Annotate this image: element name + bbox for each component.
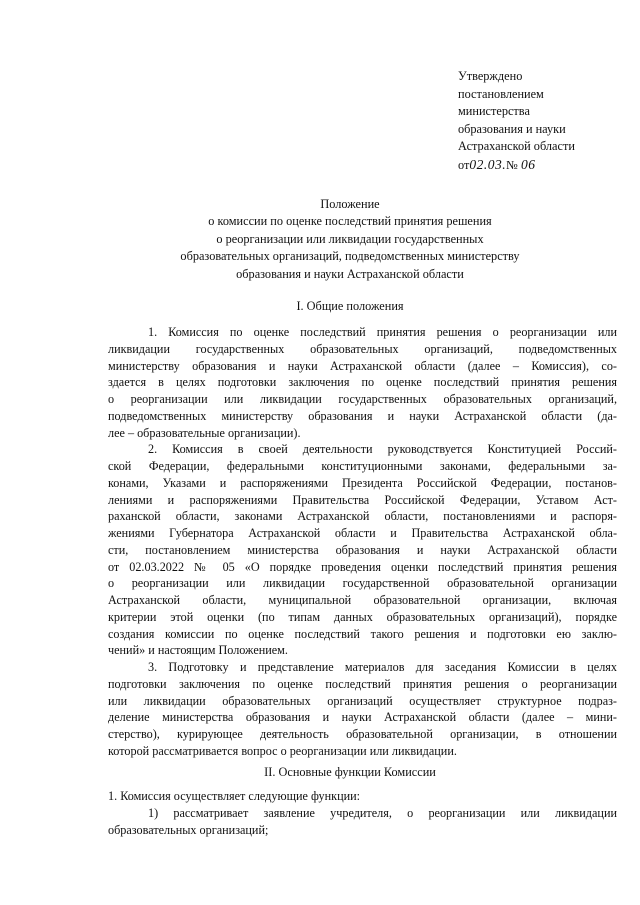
text-line: 1) рассматривает заявление учредителя, о реорганизации или ликвидации: [148, 805, 617, 820]
number-sign: №: [506, 157, 518, 172]
handwritten-date: 02.03.: [469, 156, 507, 172]
text-line: жениями Губернатора Астраханской области и Правительства Астраханской обла-: [108, 526, 617, 540]
title-line-5: образования и науки Астраханской области: [236, 266, 464, 281]
handwritten-number: 06: [520, 156, 536, 172]
text-line: Астраханской области, муниципальной образовательной организации, включая: [108, 593, 617, 607]
approval-line-2: постановлением: [458, 86, 544, 101]
text-line: подведомственных министерству образования и науки Астраханской области (да-: [108, 408, 617, 423]
text-line: о реорганизации или ликвидации государственных образовательных организаций,: [108, 392, 617, 406]
document-title: [112, 196, 588, 283]
text-line: образовательных организаций;: [108, 822, 269, 837]
text-line: которой рассматривается вопрос о реорганизации или ликвидации.: [108, 743, 457, 758]
section-2-heading: II. Основные функции Комиссии: [264, 765, 436, 779]
title-line-1: Положение: [320, 197, 380, 211]
text-line: лениями и распоряжениями Правительства Российской Федерации, Уставом Аст-: [108, 492, 617, 507]
text-line: 1. Комиссия осуществляет следующие функции:: [108, 789, 361, 803]
approval-line-5: Астраханской области: [458, 139, 575, 154]
text-line: критерии этой оценки (по типам данных образовательных организаций), порядке: [108, 609, 617, 624]
text-line: ликвидации государственных образовательных организаций, подведомственных: [108, 341, 617, 356]
text-line: деление министерства образования и науки Астраханской области (далее – мини-: [108, 710, 617, 725]
text-line: или ликвидации образовательных организаций осуществляет структурное подраз-: [108, 693, 617, 708]
text-line: стерство), курирующее деятельность образовательной организации, в отношении: [108, 727, 617, 741]
text-line: от 02.03.2022 № 05 «О порядке проведения оценки последствий принятия решения: [108, 559, 617, 574]
text-line: сти, постановлением министерства образования и науки Астраханской области: [108, 542, 617, 557]
text-line: о реорганизации или ликвидации государственной образовательной организации: [108, 576, 617, 591]
text-line: 1. Комиссия по оценке последствий принятия решения о реорганизации или: [148, 325, 617, 339]
text-line: создания комиссии по оценке последствий такого решения и подготовки ею заклю-: [108, 626, 617, 641]
approval-line-4: образования и науки: [458, 121, 566, 136]
approval-date-line: [458, 156, 628, 175]
title-line-4: образовательных организаций, подведомственных министерству: [180, 249, 520, 264]
text-line: министерству образования и науки Астраханской области (далее – Комиссия), со-: [108, 358, 617, 373]
text-line: раханской области, законами Астраханской области, постановлениями и распоря-: [108, 509, 617, 524]
date-prefix: от: [458, 157, 470, 172]
text-line: подготовки заключения по оценке последствий принятия решения о реорганизации: [108, 676, 617, 691]
section-1-heading: I. Общие положения: [296, 299, 404, 313]
approval-line-3: министерства: [458, 104, 530, 119]
text-line: 3. Подготовку и представление материалов для заседания Комиссии в целях: [148, 660, 617, 674]
section-1-body: [108, 324, 617, 760]
approval-stamp: [458, 68, 628, 175]
title-line-3: о реорганизации или ликвидации государственных: [216, 231, 484, 246]
text-line: конами, Указами и распоряжениями Президента Российской Федерации, постанов-: [108, 475, 617, 490]
text-line: здается в целях подготовки заключения по оценке последствий принятия решения: [108, 375, 617, 390]
text-line: ской Федерации, федеральными конституционными законами, федеральными за-: [108, 459, 617, 473]
title-line-2: о комиссии по оценке последствий принятия решения: [208, 214, 492, 229]
section-2-body: [108, 788, 617, 838]
text-line: чений» и настоящим Положением.: [108, 643, 288, 658]
text-line: лее – образовательные организации).: [108, 425, 301, 440]
text-line: 2. Комиссия в своей деятельности руководствуется Конституцией Россий-: [148, 442, 617, 457]
approval-line-1: Утверждено: [458, 69, 523, 83]
